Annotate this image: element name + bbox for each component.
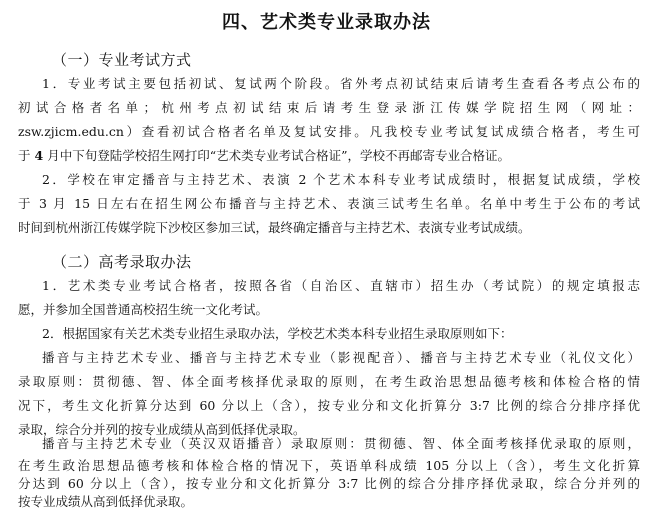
page-title: 四、艺术类专业录取办法 — [222, 12, 431, 33]
paragraph-line: 愿，并参加全国普通高校招生统一文化考试。 — [18, 302, 269, 317]
paragraph-line: 时间到杭州浙江传媒学院下沙校区参加三试，最终确定播音与主持艺术、表演专业考试成绩。 — [18, 220, 531, 235]
paragraph-line: 录取原则：贯彻德、智、体全面考核择优录取的原则，在考生政治思想品德考核和体检合格的情 — [18, 374, 640, 389]
paragraph-line: 2．学校在审定播音与主持艺术、表演 2 个艺术本科专业考试成绩时，根据复试成绩，学校 — [42, 172, 640, 187]
paragraph-line: 录取，综合分并列的按专业成绩从高到低择优录取。 — [18, 422, 306, 437]
paragraph-line: 初试合格者名单；杭州考点初试结束后请考生登录浙江传媒学院招生网（网址： — [18, 100, 640, 115]
paragraph-line: 分达到 60 分以上（含），按专业分和文化折算分 3:7 比例的综合分排序择优录取，综合分并列的 — [18, 476, 640, 491]
paragraph-line: 况下，考生文化折算分达到 60 分以上（含），按专业分和文化折算分 3:7 比例的综合分排序择优 — [18, 398, 640, 413]
paragraph-line: 于 3 月 15 日左右在招生网公布播音与主持艺术、表演三试考生名单。名单中考生于公布的考试 — [18, 196, 640, 211]
paragraph-line: 在考生政治思想品德考核和体检合格的情况下，英语单科成绩 105 分以上（含），考生文化折算 — [18, 458, 640, 473]
paragraph-line: 播音与主持艺术专业、播音与主持艺术专业（影视配音）、播音与主持艺术专业（礼仪文化） — [42, 350, 640, 365]
paragraph-line: 1．专业考试主要包括初试、复试两个阶段。省外考点初试结束后请考生查看各考点公布的 — [42, 76, 640, 91]
paragraph-line: 按专业成绩从高到低择优录取。 — [18, 494, 194, 509]
highlighted-month: 4 — [34, 148, 44, 163]
paragraph-line — [18, 146, 640, 165]
text-segment: 月中下旬登陆学校招生网打印“艺术类专业考试合格证”，学校不再邮寄专业合格证。 — [47, 148, 510, 163]
text-segment: 于 — [18, 148, 31, 163]
paragraph-line: zsw.zjicm.edu.cn）查看初试合格者名单及复试安排。凡我校专业考试复试成绩合格者，考生可 — [18, 124, 640, 139]
section-heading-admission: （二）高考录取办法 — [52, 253, 192, 271]
paragraph-line: 1．艺术类专业考试合格者，按照各省（自治区、直辖市）招生办（考试院）的规定填报志 — [42, 278, 640, 293]
paragraph-line: 2．根据国家有关艺术类专业招生录取办法，学校艺术类本科专业招生录取原则如下： — [42, 326, 513, 341]
section-heading-exam-method: （一）专业考试方式 — [52, 51, 192, 69]
paragraph-line: 播音与主持艺术专业（英汉双语播音）录取原则：贯彻德、智、体全面考核择优录取的原则， — [42, 436, 640, 451]
